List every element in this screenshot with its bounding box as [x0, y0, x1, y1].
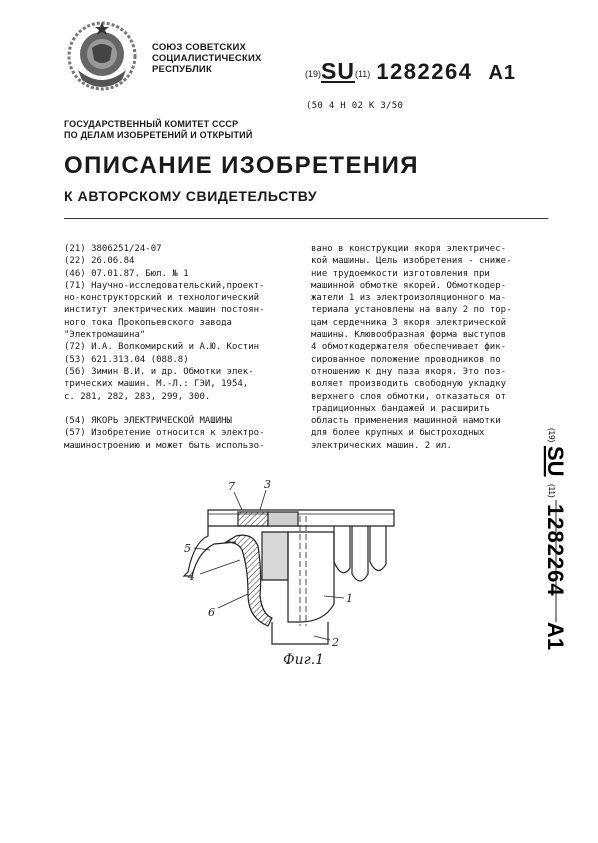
biblio-line: машиностроению и может быть использо-: [64, 440, 265, 451]
biblio-line: (46) 07.01.87. Бюл. № 1: [64, 268, 189, 279]
holder-body: [288, 532, 334, 622]
finger: [352, 526, 368, 581]
end-plate: [184, 526, 236, 576]
divider: [64, 218, 548, 219]
finger: [370, 526, 386, 571]
biblio-line: но-конструкторский и технологический: [64, 293, 260, 304]
abstract-line: териала установлены на валу 2 по тор-: [311, 305, 512, 316]
document-title: ОПИСАНИЕ ИЗОБРЕТЕНИЯ: [64, 152, 419, 179]
core-slab: [208, 510, 394, 526]
biblio-line: (21) 3806251/24-07: [64, 244, 162, 254]
abstract-line: электрических машин. 2 ил.: [311, 440, 452, 451]
abstract-line: машинной обмотке якорей. Обмоткодер-: [311, 280, 507, 291]
label-2: 2: [332, 636, 339, 649]
side-code-11: (11): [547, 484, 556, 498]
abstract-line: воляет производить свободную укладку: [311, 379, 507, 390]
abstract-line: 4 обмоткодержателя обеспечивает фик-: [311, 342, 507, 353]
kind-code: A1: [488, 62, 517, 84]
finger: [334, 526, 350, 573]
union-line: РЕСПУБЛИК: [152, 64, 212, 75]
abstract-line: верхнего слоя обмотки, отказаться от: [311, 391, 507, 402]
biblio-line: ного тока Прокопьевского завода: [64, 317, 232, 328]
bibliographic-data: [64, 243, 264, 452]
committee-name: [64, 119, 253, 141]
abstract-line: цам сердечника 3 якоря электрической: [311, 317, 507, 328]
code-11: (11): [354, 69, 371, 79]
biblio-line: с. 281, 282, 283, 299, 300.: [64, 391, 211, 402]
biblio-line: (57) Изобретение относится к электро-: [64, 428, 265, 439]
document-subtitle: К АВТОРСКОМУ СВИДЕТЕЛЬСТВУ: [64, 188, 318, 204]
leader: [234, 492, 242, 510]
union-line: СОЮЗ СОВЕТСКИХ: [152, 42, 247, 53]
label-6: 6: [208, 606, 215, 619]
insulator-block: [262, 532, 288, 580]
abstract-line: ние трудоемкости изготовления при: [311, 268, 490, 279]
abstract-line: вано в конструкции якоря электричес-: [311, 244, 507, 254]
core-hatch: [238, 512, 268, 526]
core-layer: [268, 512, 298, 526]
abstract-line: кой машины. Цель изобретения - сниже-: [311, 256, 512, 267]
abstract-text: [311, 243, 511, 452]
abstract-line: область применения машинной намотки: [311, 416, 501, 427]
abstract-line: для более крупных и быстроходных: [311, 428, 485, 439]
leader: [218, 594, 248, 608]
leader: [200, 560, 240, 574]
biblio-line: (22) 26.06.84: [64, 256, 135, 267]
biblio-line: трических машин. М.-Л.: ГЭИ, 1954,: [64, 379, 249, 390]
biblio-line: (54) ЯКОРЬ ЭЛЕКТРИЧЕСКОЙ МАШИНЫ: [64, 416, 232, 427]
publication-number: [305, 58, 516, 85]
patent-number: 1282264: [376, 59, 473, 84]
abstract-line: машины. Клювообразная форма выступов: [311, 330, 507, 341]
side-code-19: (19): [547, 428, 556, 443]
label-5: 5: [184, 542, 191, 555]
union-line: СОЦИАЛИСТИЧЕСКИХ: [152, 53, 262, 64]
code-19: (19): [305, 69, 322, 79]
abstract-line: отношению к дну паза якоря. Это поз-: [311, 366, 507, 377]
biblio-line: институт электрических машин постоян-: [64, 305, 265, 316]
label-4: 4: [188, 570, 195, 583]
committee-line: ГОСУДАРСТВЕННЫЙ КОМИТЕТ СССР: [64, 119, 239, 129]
label-1: 1: [346, 592, 353, 605]
biblio-line: (53) 621.313.04 (088.8): [64, 354, 189, 365]
abstract-line: традиционных бандажей и расширить: [311, 403, 490, 414]
abstract-line: жатели 1 из электроизоляционного ма-: [311, 293, 507, 304]
side-country: SU: [543, 446, 568, 477]
committee-line: ПО ДЕЛАМ ИЗОБРЕТЕНИЙ И ОТКРЫТИЙ: [64, 130, 253, 140]
ussr-emblem-icon: [64, 18, 140, 94]
biblio-line: (72) И.А. Волкомирский и А.Ю. Костин: [64, 342, 260, 353]
biblio-line: "Электромашина": [64, 330, 146, 341]
country-union-name: [152, 42, 262, 75]
figure-caption: Фиг.1: [283, 652, 325, 668]
side-publication-number: [540, 426, 578, 671]
country-code: SU: [321, 58, 355, 84]
abstract-line: сированное положение проводников по: [311, 354, 501, 365]
ipc-class: (50 4 H 02 K 3/50: [306, 101, 404, 111]
biblio-line: [64, 403, 264, 415]
biblio-line: (56) Зимин В.И. и др. Обмотки элек-: [64, 366, 254, 377]
leader: [260, 490, 266, 510]
side-kind: A1: [543, 622, 568, 651]
biblio-line: (71) Научно-исследовательский,проект-: [64, 280, 265, 291]
label-7: 7: [228, 480, 235, 493]
armature-drawing: [164, 476, 464, 676]
side-number: 1282264: [543, 504, 568, 597]
label-3: 3: [264, 478, 271, 491]
